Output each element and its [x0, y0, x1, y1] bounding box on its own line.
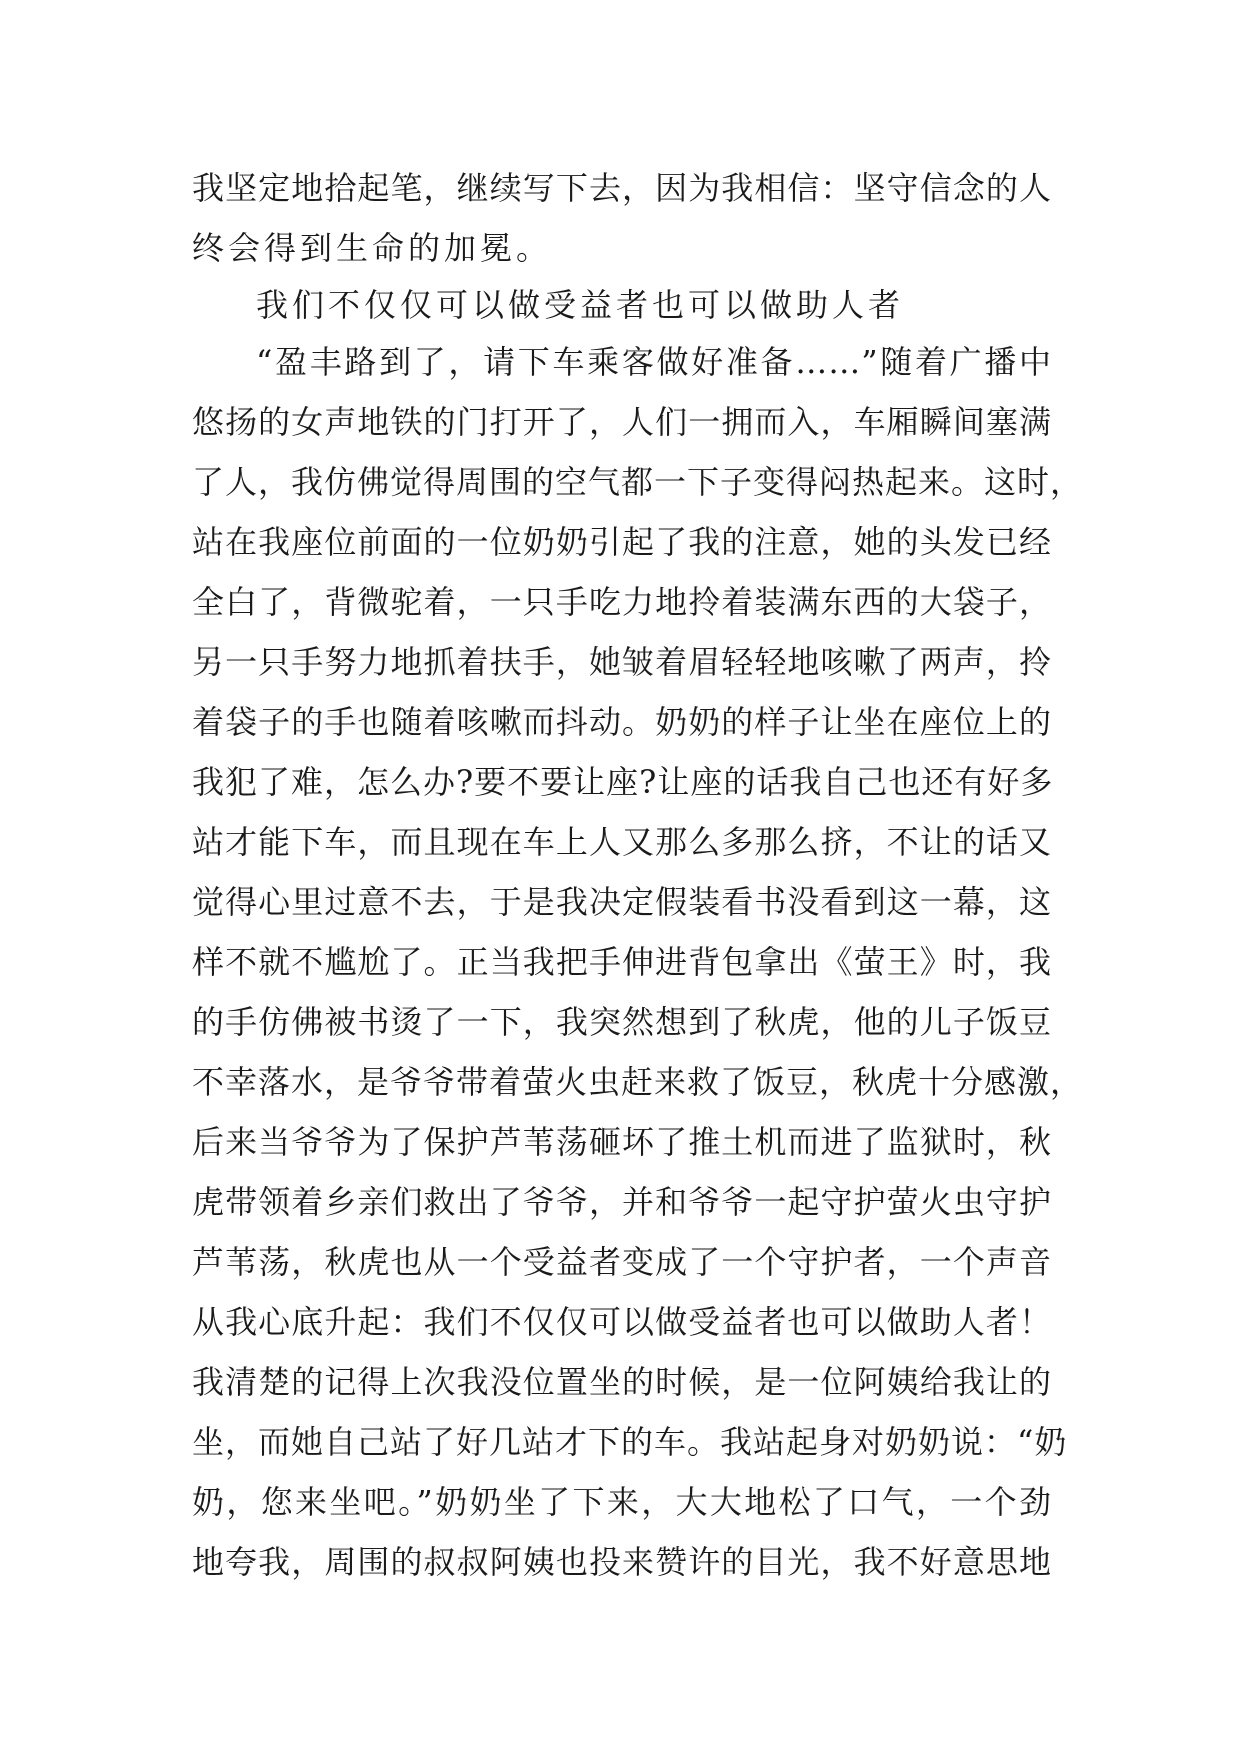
- paragraph-line: 坐，而她自己站了好几站才下的车。我站起身对奶奶说：“奶: [192, 1423, 1068, 1461]
- paragraph-line: 虎带领着乡亲们救出了爷爷，并和爷爷一起守护萤火虫守护: [192, 1183, 1052, 1221]
- paragraph-line: 的手仿佛被书烫了一下，我突然想到了秋虎，他的儿子饭豆: [192, 1003, 1052, 1041]
- paragraph-line: 芦苇荡，秋虎也从一个受益者变成了一个守护者，一个声音: [192, 1243, 1052, 1281]
- paragraph-line: 终会得到生命的加冕。: [192, 229, 553, 267]
- paragraph-line: 觉得心里过意不去，于是我决定假装看书没看到这一幕，这: [192, 883, 1052, 921]
- paragraph-line: 后来当爷爷为了保护芦苇荡砸坏了推土机而进了监狱时，秋: [192, 1123, 1052, 1161]
- paragraph-line: 奶，您来坐吧。”奶奶坐了下来，大大地松了口气，一个劲: [192, 1483, 1052, 1521]
- paragraph-line: 我犯了难，怎么办?要不要让座?让座的话我自己也还有好多: [192, 763, 1054, 801]
- paragraph-continuation: [192, 158, 1052, 278]
- section-heading: [192, 275, 1052, 335]
- paragraph-line: 另一只手努力地抓着扶手，她皱着眉轻轻地咳嗽了两声，拎: [192, 643, 1052, 681]
- paragraph-body: [192, 332, 1084, 1592]
- paragraph-line: 我清楚的记得上次我没位置坐的时候，是一位阿姨给我让的: [192, 1363, 1052, 1401]
- paragraph-line: 站在我座位前面的一位奶奶引起了我的注意，她的头发已经: [192, 523, 1052, 561]
- heading-text: 我们不仅仅可以做受益者也可以做助人者: [256, 286, 905, 324]
- paragraph-line: 悠扬的女声地铁的门打开了，人们一拥而入，车厢瞬间塞满: [192, 403, 1052, 441]
- paragraph-line: 全白了，背微驼着，一只手吃力地拎着装满东西的大袋子，: [192, 583, 1052, 621]
- paragraph-line: 地夸我，周围的叔叔阿姨也投来赞许的目光，我不好意思地: [192, 1543, 1052, 1581]
- paragraph-line: “盈丰路到了，请下车乘客做好准备……”随着广播中: [256, 343, 1052, 381]
- paragraph-line: 站才能下车，而且现在车上人又那么多那么挤，不让的话又: [192, 823, 1052, 861]
- paragraph-line: 了人，我仿佛觉得周围的空气都一下子变得闷热起来。这时，: [192, 463, 1084, 501]
- paragraph-line: 着袋子的手也随着咳嗽而抖动。奶奶的样子让坐在座位上的: [192, 703, 1052, 741]
- paragraph-line: 不幸落水，是爷爷带着萤火虫赶来救了饭豆，秋虎十分感激，: [192, 1063, 1084, 1101]
- paragraph-line: 我坚定地拾起笔，继续写下去，因为我相信：坚守信念的人: [192, 169, 1052, 207]
- paragraph-line: 样不就不尴尬了。正当我把手伸进背包拿出《萤王》时，我: [192, 943, 1052, 981]
- paragraph-line: 从我心底升起：我们不仅仅可以做受益者也可以做助人者！: [192, 1303, 1052, 1341]
